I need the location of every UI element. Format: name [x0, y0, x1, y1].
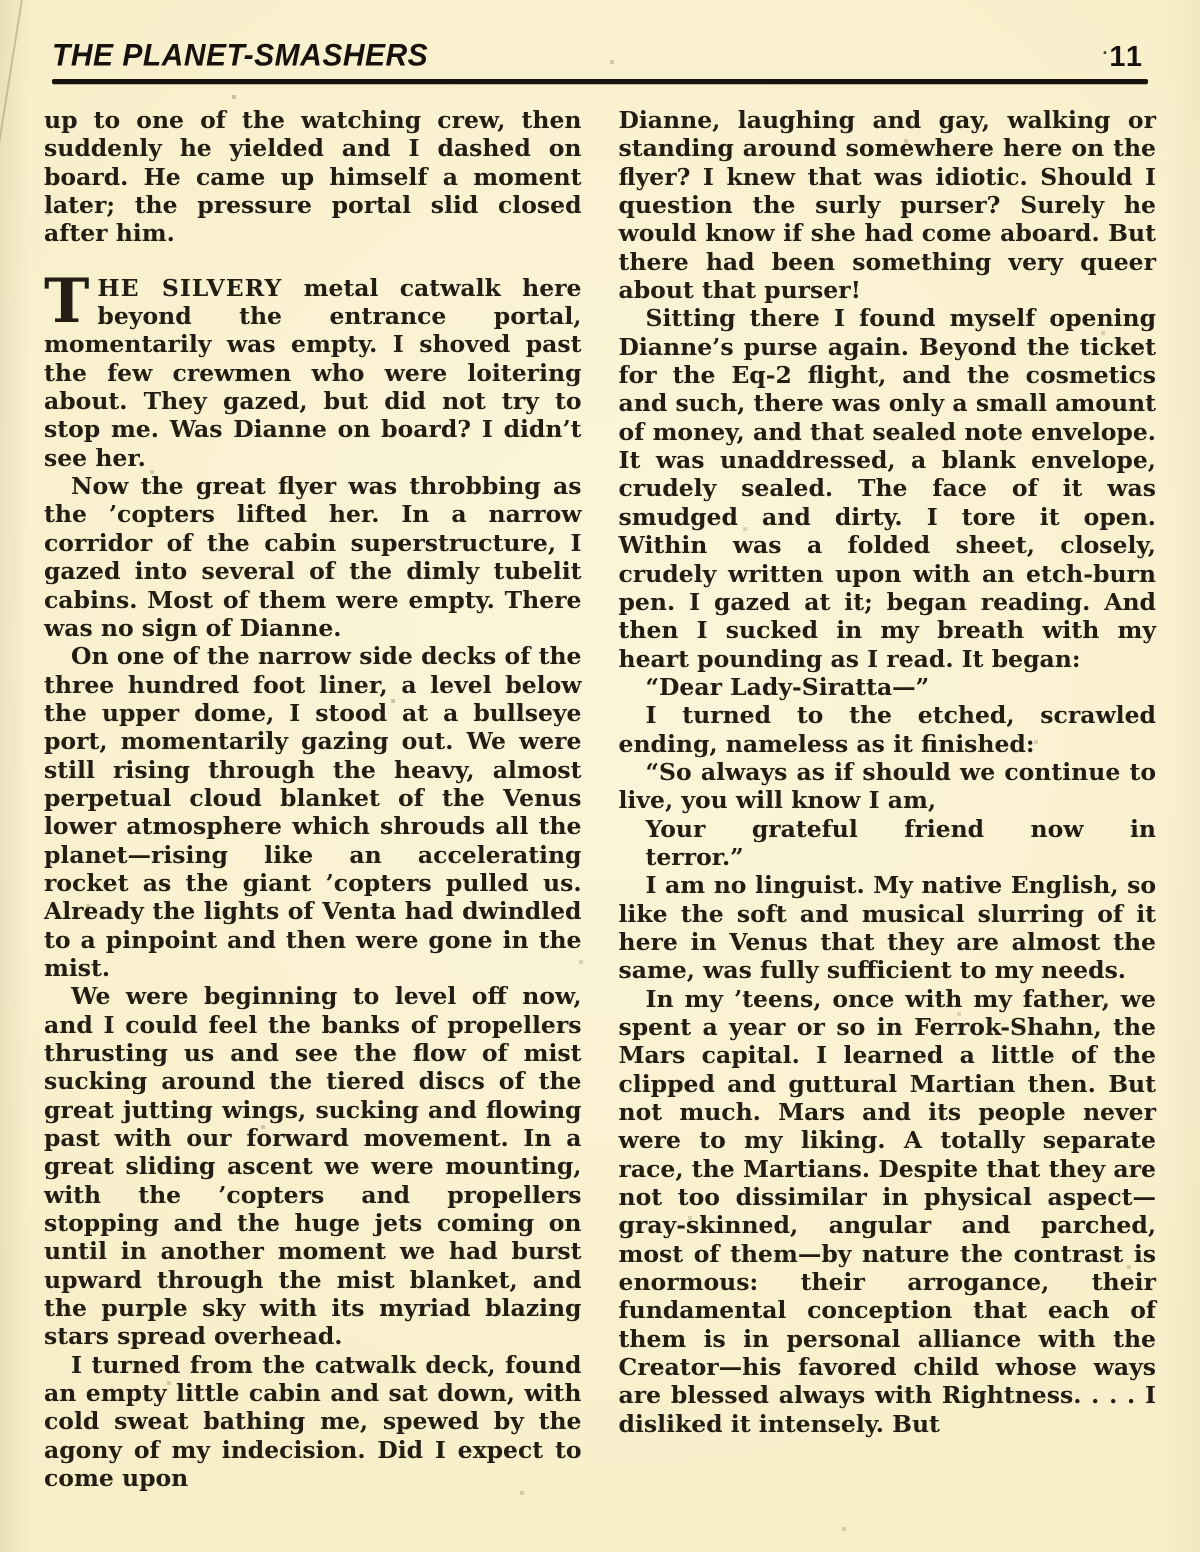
page-number-value: 11	[1109, 41, 1144, 73]
paragraph: “Dear Lady-Siratta—”	[645, 672, 930, 701]
page-header	[52, 40, 1144, 74]
paragraph: “So always as if should we continue to live, you will know I am,	[618, 757, 1156, 815]
scan-edge-artifact	[0, 0, 25, 175]
paragraph: Dianne, laughing and gay, walking or standing around somewhere here on the flyer? I knew that was idiotic. Should I question the surly purser? Surely he would know if she had come aboard. But there had been something very queer about that purser!	[618, 106, 1156, 305]
letter-line: terror.”	[645, 842, 744, 871]
paragraph: Sitting there I found myself opening Dianne’s purse again. Beyond the ticket for the Eq-2 flight, and the cosmetics and such, there was only a small amount of money, and that sealed note envelope. It was unaddressed, a blank envelope, crudely sealed. The face of it was smudged and dirty. I tore it open. Within was a folded sheet, closely, crudely written upon with an etch-burn pen. I gazed at it; began reading. And then I sucked in my breath with my heart pounding as I read. It began:	[618, 304, 1156, 673]
paragraph	[619, 815, 1157, 872]
paragraph: THE SILVERY metal catwalk here beyond the entrance portal, momentarily was empty. I shoved past the few crewmen who were loitering about. They gazed, but did not try to stop me. Was Dianne on board? I didn’t see her.	[44, 265, 582, 472]
paragraph: I turned from the catwalk deck, found an empty little cabin and sat down, with cold sweat bathing me, spewed by the agony of my indecision. Did I expect to come upon	[44, 1350, 582, 1493]
running-title: THE PLANET-SMASHERS	[52, 38, 429, 73]
lead-caps: HE SILVERY	[97, 273, 283, 302]
paragraph: up to one of the watching crew, then suddenly he yielded and I dashed on board. He came up himself a moment later; the pressure portal slid closed after him.	[44, 106, 582, 248]
letter-line: Your grateful friend now in	[645, 814, 1156, 843]
paper-specks	[0, 0, 2, 2]
paragraph: In my ’teens, once with my father, we spent a year or so in Ferrok-Shahn, the Mars capital. I learned a little of the clipped and guttural Martian then. But not much. Mars and its people never were to my liking. A totally separate race, the Martians. Despite that they are not too dissimilar in physical aspect—gray-skinned, angular and parched, most of them—by nature the contrast is enormous: their arrogance, their fundamental conception that each of them is in personal alliance with the Creator—his favored child whose ways are blessed always with Rightness. . . . I disliked it intensely. But	[618, 984, 1156, 1438]
paragraph: On one of the narrow side decks of the three hundred foot liner, a level below the upper dome, I stood at a bullseye port, momentarily gazing out. We were still rising through the heavy, almost perpetual cloud blanket of the Venus lower atmosphere which shrouds all the planet—rising like an accelerating rocket as the giant ’copters pulled us. Already the lights of Venta had dwindled to a pinpoint and then were gone in the mist.	[44, 642, 582, 982]
text-columns	[44, 106, 1156, 1493]
ink-speck: ·	[1102, 43, 1109, 63]
page-number	[1102, 41, 1144, 74]
paragraph: I am no linguist. My native English, so like the soft and musical slurring of it here in Venus that they are almost the same, was fully sufficient to my needs.	[618, 871, 1156, 985]
left-column	[44, 106, 582, 1493]
drop-cap: T	[44, 265, 90, 337]
right-column	[619, 106, 1157, 1493]
paragraph: We were beginning to level off now, and I could feel the banks of propellers thrusting us and see the flow of mist sucking around the tiered discs of the great jutting wings, sucking and flowing past with our forward movement. In a great sliding ascent we were mounting, with the ’copters and propellers stopping and the huge jets coming on until in another moment we had burst upward through the mist blanket, and the purple sky with its myriad blazing stars spread overhead.	[44, 982, 582, 1351]
header-rule	[52, 79, 1148, 84]
paragraph: Now the great flyer was throbbing as the ’copters lifted her. In a narrow corridor of the cabin superstructure, I gazed into several of the dimly tubelit cabins. Most of them were empty. There was no sign of Dianne.	[44, 472, 582, 642]
paragraph: I turned to the etched, scrawled ending, nameless as it finished:	[618, 701, 1156, 758]
